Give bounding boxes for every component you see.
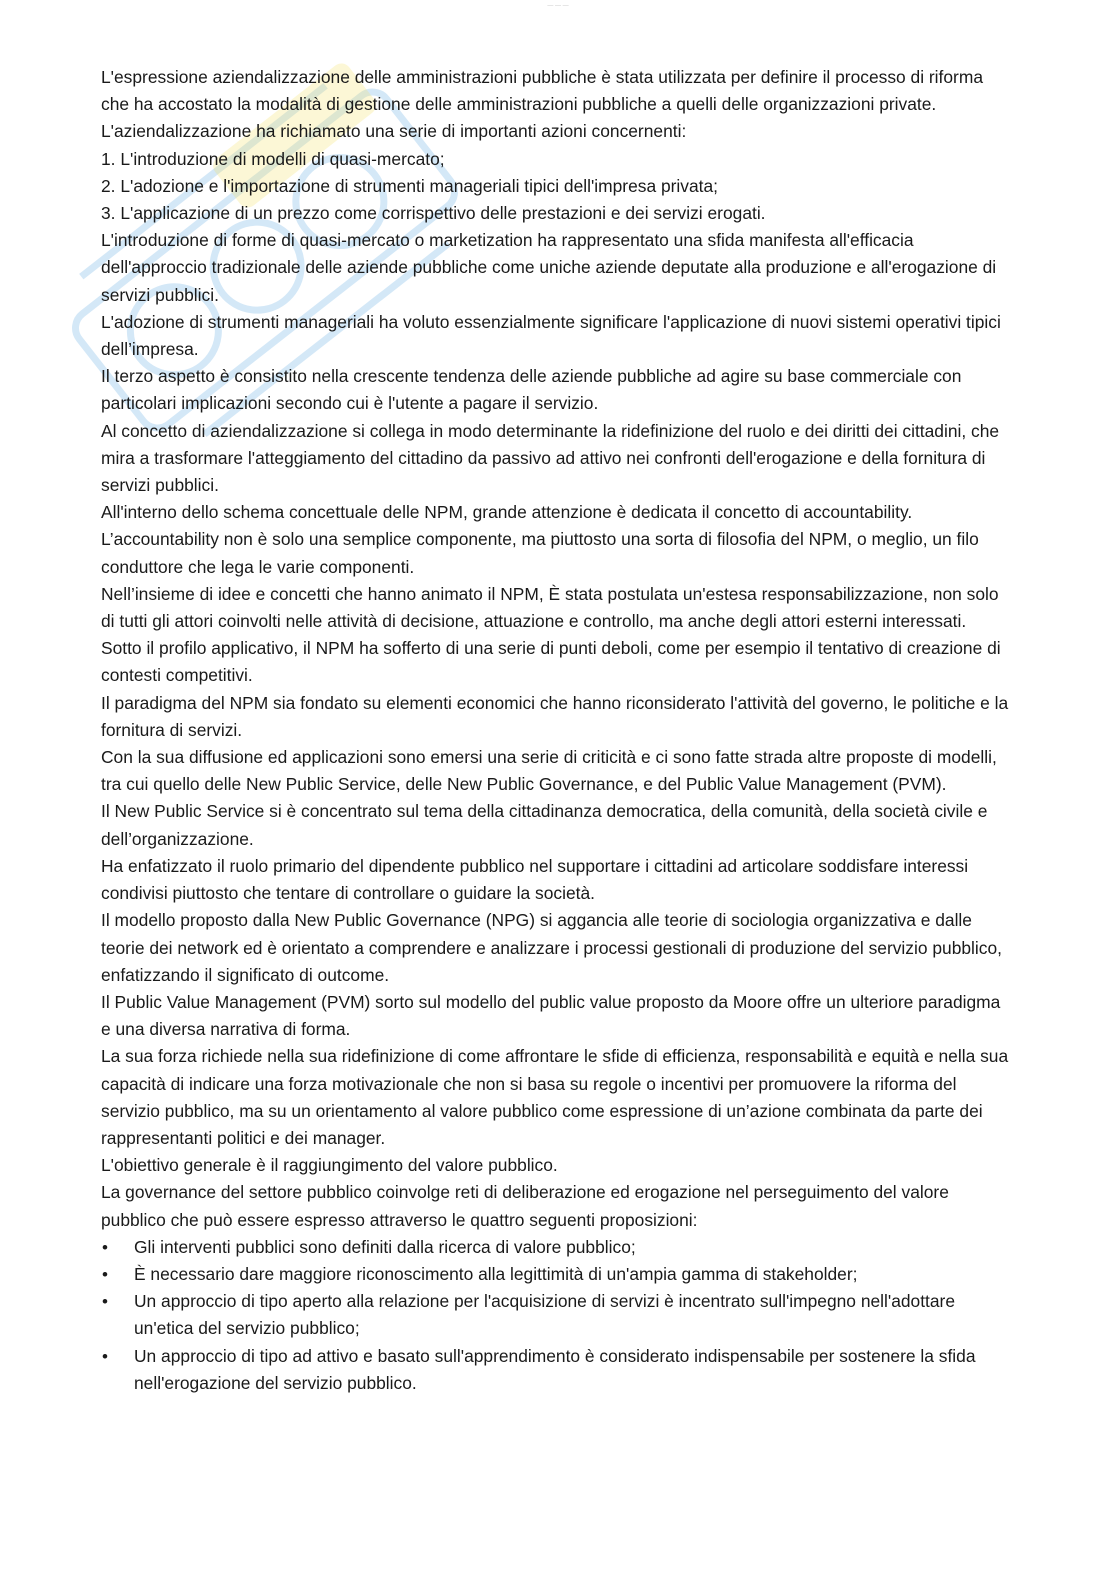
paragraph: Sotto il profilo applicativo, il NPM ha sofferto di una serie di punti deboli, come per esempio il tentativo di creazione di contesti competitivi. [101,638,1001,686]
paragraph: Con la sua diffusione ed applicazioni sono emersi una serie di criticità e ci sono fatte strada altre proposte di modelli, tra cui quello delle New Public Service, delle New Public Governance, e del Public Value Management (PVM). [101,747,997,795]
paragraph: Al concetto di aziendalizzazione si collega in modo determinante la ridefinizione del ruolo e dei diritti dei cittadini, che mira a trasformare l'atteggiamento del cittadino da passivo ad attivo nei confronti dell'erogazione e della fornitura di servizi pubblici. [101,420,1000,496]
document-body [101,64,1013,1397]
paragraph: Il modello proposto dalla New Public Governance (NPG) si aggancia alle teorie di sociologia organizzativa e dalle teorie dei network ed è orientato a comprendere e analizzare i processi gestionali di produzione del servizio pubblico, enfatizzando il significato di outcome. [101,910,1002,985]
paragraph: L'introduzione di forme di quasi-mercato o marketization ha rappresentato una sfida manifesta all'efficacia dell'approccio tradizionale delle aziende pubbliche come uniche aziende deputate alla produzione e all'erogazione di servizi pubblici. [101,230,997,305]
paragraph: Nell’insieme di idee e concetti che hanno animato il NPM, È stata postulata un'estesa responsabilizzazione, non solo di tutti gli attori coinvolti nelle attività di decisione, attuazione e controllo, ma anche degli attori esterni interessati. [101,583,999,632]
bullet-item: • Un approccio di tipo ad attivo e basato sull'apprendimento è considerato indispensabile per sostenere la sfida nell'erogazione del servizio pubblico. [101,1343,1013,1397]
paragraph: Il terzo aspetto è consistito nella crescente tendenza delle aziende pubbliche ad agire su base commerciale con particolari implicazioni secondo cui è l'utente a pagare il servizio. [101,366,962,414]
paragraph: L'obiettivo generale è il raggiungimento del valore pubblico. [101,1155,558,1176]
bullet-item: • È necessario dare maggiore riconoscimento alla legittimità di un'ampia gamma di stakeholder; [101,1261,1013,1288]
paragraph: L'aziendalizzazione ha richiamato una serie di importanti azioni concernenti: [101,121,687,142]
page-header-mark: — — — [547,3,569,9]
paragraph: Il Public Value Management (PVM) sorto sul modello del public value proposto da Moore offre un ulteriore paradigma e una diversa narrativa di forma. [101,991,1001,1040]
bullet-list [101,1234,1013,1397]
paragraph: L'espressione aziendalizzazione delle amministrazioni pubbliche è stata utilizzata per definire il processo di riforma che ha accostato la modalità di gestione delle amministrazioni pubbliche a quelli delle organizzazioni private. [101,67,983,115]
paragraph: Ha enfatizzato il ruolo primario del dipendente pubblico nel supportare i cittadini ad articolare soddisfare interessi condivisi piuttosto che tentare di controllare o guidare la società. [101,855,969,904]
paragraph: All'interno dello schema concettuale delle NPM, grande attenzione è dedicata il concetto di accountability. [101,502,913,523]
paragraph: Il New Public Service si è concentrato sul tema della cittadinanza democratica, della comunità, della società civile e dell’organizzazione. [101,801,988,849]
paragraph: La sua forza richiede nella sua ridefinizione di come affrontare le sfide di efficienza, responsabilità e equità e nella sua capacità di indicare una forza motivazionale che non si basa su regole o incentivi per promuovere la riforma del servizio pubblico, ma su un orientamento al valore pubblico come espressione di un’azione combinata da parte dei rappresentanti politici e dei manager. [101,1046,1009,1148]
paragraph: La governance del settore pubblico coinvolge reti di deliberazione ed erogazione nel perseguimento del valore pubblico che può essere espresso attraverso le quattro seguenti proposizioni: [101,1182,949,1230]
numbered-item: 1. L'introduzione di modelli di quasi-mercato; [101,148,445,169]
paragraph: L’accountability non è solo una semplice componente, ma piuttosto una sorta di filosofia del NPM, o meglio, un filo conduttore che lega le varie componenti. [101,529,979,577]
paragraph: Il paradigma del NPM sia fondato su elementi economici che hanno riconsiderato l'attività del governo, le politiche e la fornitura di servizi. [101,692,1009,740]
numbered-item: 3. L'applicazione di un prezzo come corrispettivo delle prestazioni e dei servizi erogati. [101,203,766,224]
paragraph: L'adozione di strumenti manageriali ha voluto essenzialmente significare l'applicazione di nuovi sistemi operativi tipici dell’impresa. [101,311,1001,360]
bullet-item: • Gli interventi pubblici sono definiti dalla ricerca di valore pubblico; [101,1234,1013,1261]
numbered-item: 2. L'adozione e l'importazione di strumenti manageriali tipici dell'impresa privata; [101,175,719,196]
bullet-item: • Un approccio di tipo aperto alla relazione per l'acquisizione di servizi è incentrato sull'impegno nell'adottare un'etica del servizio pubblico; [101,1288,1013,1342]
